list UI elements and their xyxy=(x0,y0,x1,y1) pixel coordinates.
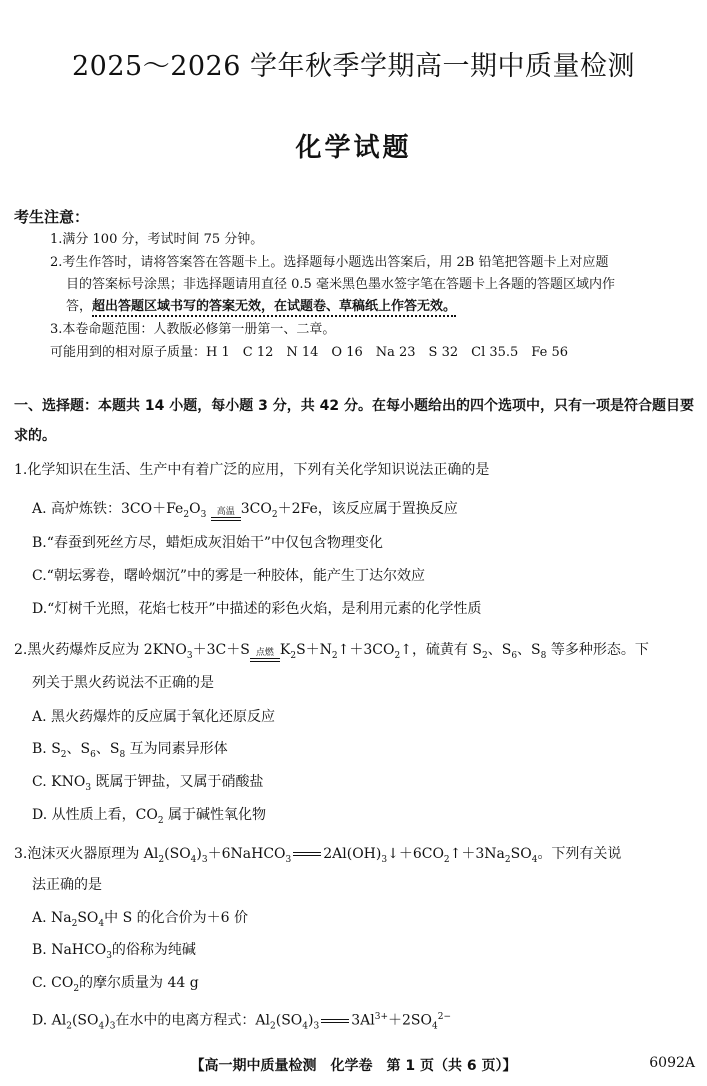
q1-option-c: C.“朝坛雾卷，曙岭烟沉”中的雾是一种胶体，能产生丁达尔效应 xyxy=(32,568,425,584)
q2-option-a: A. 黑火药爆炸的反应属于氧化还原反应 xyxy=(32,709,276,725)
notice-heading: 考生注意： xyxy=(14,208,90,226)
q3-option-d: D. $Al_2(SO_4)_3$在水中的电离方程式：$Al_2(SO_4)_3$ $3Al^{3+}+2SO_4^{2-}$ xyxy=(32,1012,451,1032)
notice-item-2-cont: 目的答案标号涂黑；非选择题请用直径 0.5 毫米黑色墨水签字笔在答题卡上各题的答题区域内作 xyxy=(66,277,615,292)
q2-stem: 2.黑火药爆炸反应为 $2KNO_3+3C+S$ 点燃 $K_2S+N_2↑+3CO_2↑$，硫黄有 $S_2$、$S_6$、$S_8$ 等多种形态。下 xyxy=(14,639,649,667)
notice-item-2-end xyxy=(66,296,456,317)
q3-stem-cont: 法正确的是 xyxy=(32,877,102,893)
paper-code: 6092A xyxy=(649,1055,695,1071)
q2-option-b: B. $S_2$、$S_6$、$S_8$ 互为同素异形体 xyxy=(32,741,228,760)
q1-a-prefix: A. 高炉炼铁：3CO＋Fe xyxy=(32,501,184,517)
q3-option-b: B. NaHCO$_3$的俗称为纯碱 xyxy=(32,942,196,961)
q2-option-d: D. 从性质上看，$CO_2$ 属于碱性氧化物 xyxy=(32,807,267,826)
notice-item-1: 1.满分 100 分，考试时间 75 分钟。 xyxy=(50,232,264,247)
subject-title: 化学试题 xyxy=(295,133,412,163)
page-footer: 【高一期中质量检测 化学卷 第 1 页（共 6 页）】 xyxy=(190,1058,517,1074)
q1-option-a: A. 高炉炼铁：$3CO+Fe_2O_3$ 高温 $3CO_2+2Fe$，该反应属于置换反应 xyxy=(32,498,458,526)
q1-option-d: D.“灯树千光照，花焰七枝开”中描述的彩色火焰，是利用元素的化学性质 xyxy=(32,601,482,617)
q2-option-c: C. $KNO_3$ 既属于钾盐，又属于硝酸盐 xyxy=(32,774,264,793)
notice-emphasis: 超出答题区域书写的答案无效，在试题卷、草稿纸上作答无效。 xyxy=(92,299,456,317)
notice-item-3: 3.本卷命题范围：人教版必修第一册第一、二章。 xyxy=(50,322,336,337)
q3-option-a: A. $Na_2SO_4$中 S 的化合价为＋6 价 xyxy=(32,910,249,929)
q1-a-condition: 高温 xyxy=(211,508,241,526)
q3-option-c: C. $CO_2$的摩尔质量为 44 g xyxy=(32,975,199,994)
exam-title: 2025～2026 学年秋季学期高一期中质量检测 xyxy=(71,51,635,82)
notice-item-2-prefix: 答， xyxy=(66,299,93,314)
q3-stem: 3.泡沫灭火器原理为 $Al_2(SO_4)_3+6NaHCO_3$ $2Al(OH)_3↓+6CO_2↑+3Na_2SO_4$。下列有关说 xyxy=(14,846,622,865)
notice-item-2: 2.考生作答时，请将答案答在答题卡上。选择题每小题选出答案后，用 2B 铅笔把答题卡上对应题 xyxy=(50,255,609,270)
q1-stem: 1.化学知识在生活、生产中有着广泛的应用，下列有关化学知识说法正确的是 xyxy=(14,462,490,478)
q1-a-suffix: ，该反应属于置换反应 xyxy=(317,501,458,517)
atomic-masses: 可能用到的相对原子质量：H 1 C 12 N 14 O 16 Na 23 S 32 Cl 35.5 Fe 56 xyxy=(50,345,568,360)
section-1-heading: 一、选择题：本题共 14 小题，每小题 3 分，共 42 分。在每小题给出的四个选项中，只有一项是符合题目要求的。 xyxy=(14,398,694,444)
q1-option-b: B.“春蚕到死丝方尽，蜡炬成灰泪始干”中仅包含物理变化 xyxy=(32,535,384,551)
q2-condition: 点燃 xyxy=(250,649,280,667)
q2-stem-cont: 列关于黑火药说法不正确的是 xyxy=(32,675,214,691)
